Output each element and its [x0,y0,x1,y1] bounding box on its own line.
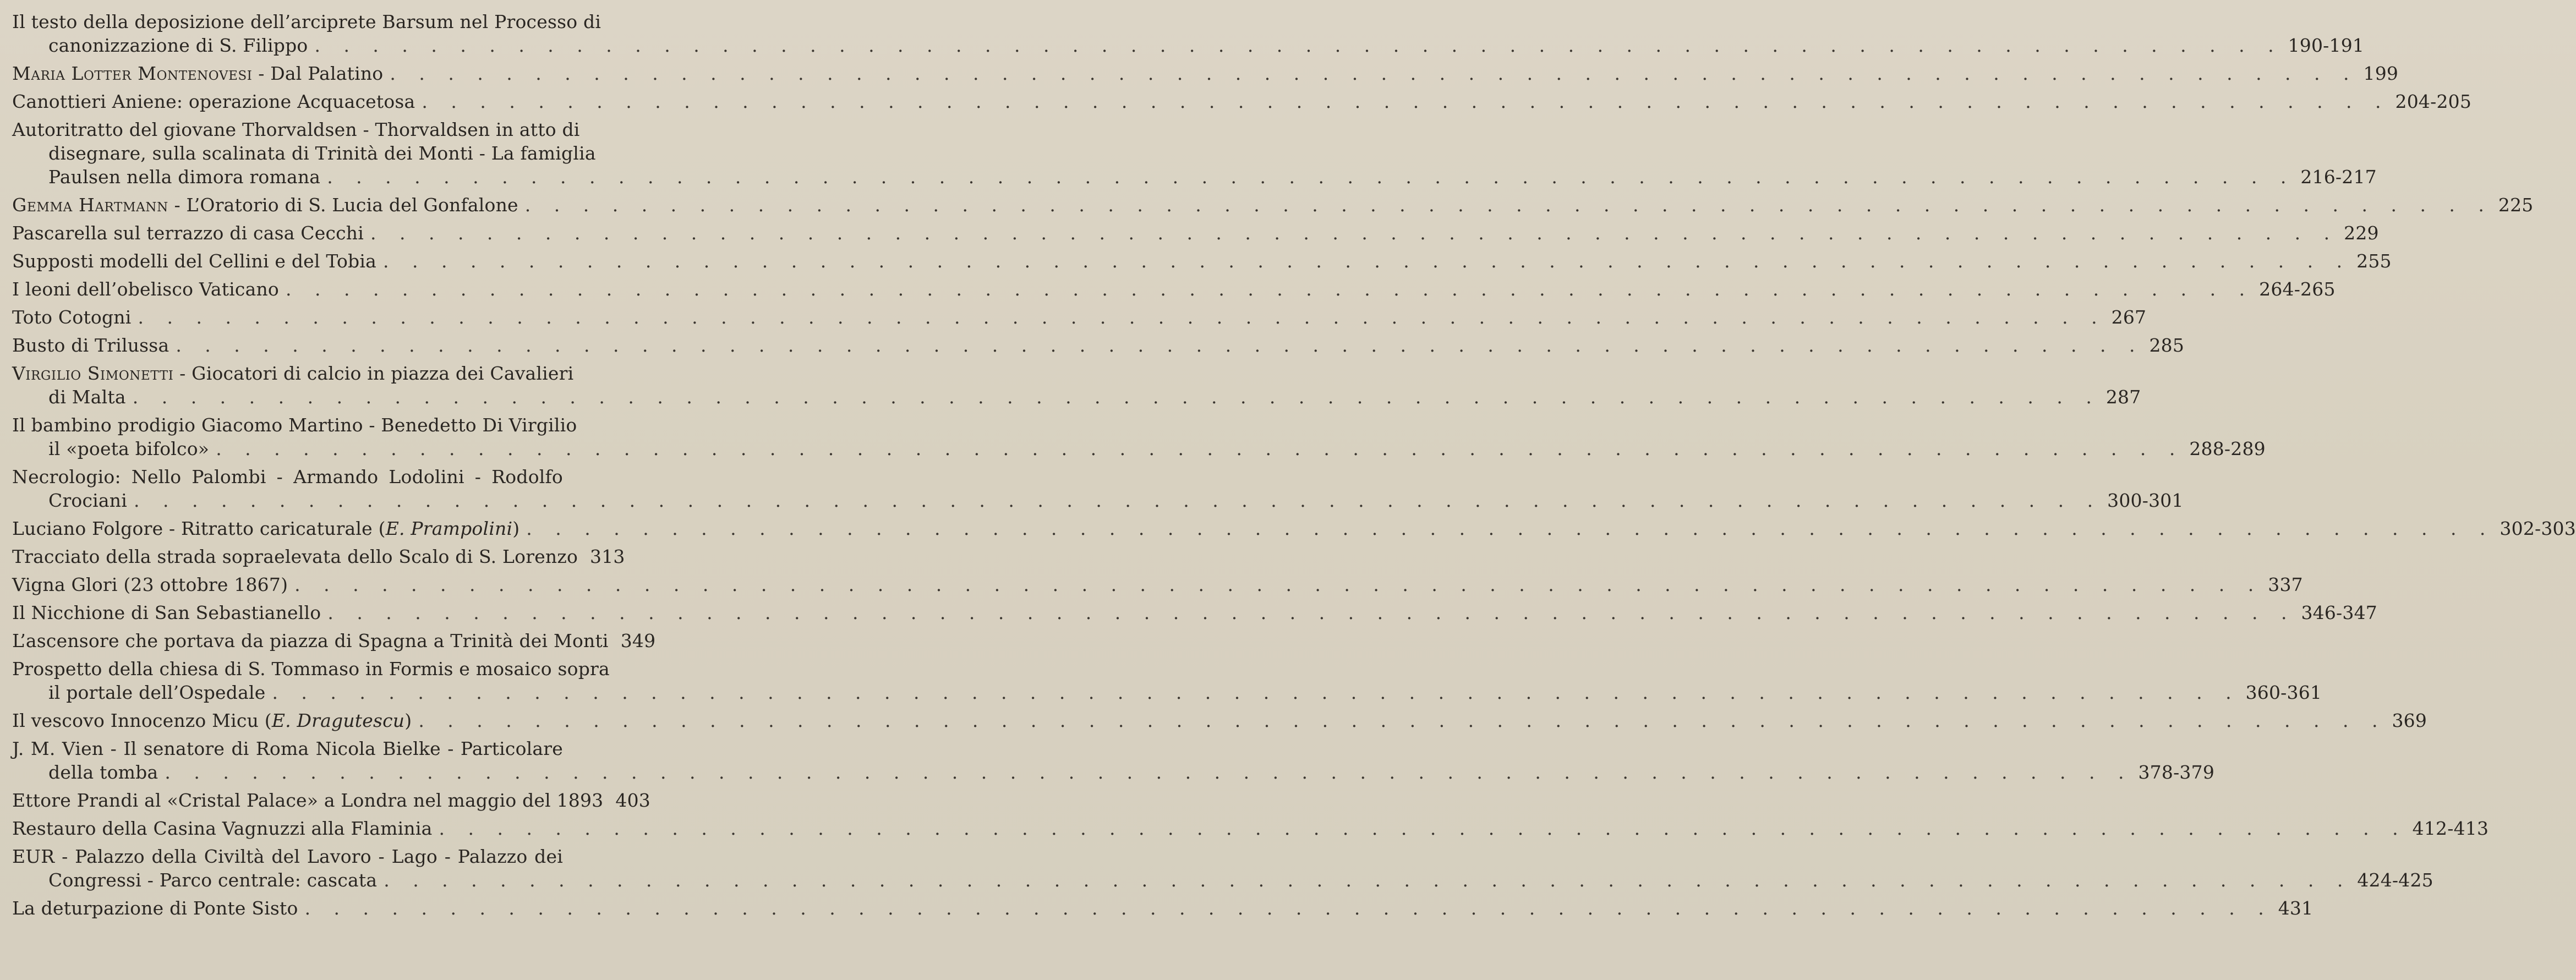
dot-leaders [327,601,2295,625]
entry-line [12,193,2534,217]
entry-line [12,249,2392,273]
dot-leaders [286,277,2254,301]
entry-title: Restauro della Casina Vagnuzzi alla Flaminia [12,818,433,839]
page-number: 285 [2149,335,2185,356]
entry-line [12,221,2379,245]
index-entry [12,277,2336,301]
page-number: 412-413 [2412,818,2489,839]
entry-title: Canottieri Aniene: operazione Acquacetosa [12,91,415,112]
page-number: 424-425 [2357,869,2433,891]
page-number: 302-303 [2500,518,2576,539]
entry-line [12,489,2184,512]
index-entry [12,896,2314,920]
entry-line [12,62,2399,85]
dot-leaders [176,333,2143,357]
entry-title [12,193,518,217]
dot-leaders [134,489,2102,512]
entry-title-close: ) [512,518,520,539]
page-number: 349 [620,630,656,651]
page-number: 337 [2268,574,2303,595]
dot-leaders [525,193,2493,217]
entry-author: Maria Lotter Montenovesi [12,63,253,84]
entry-line [12,437,2266,461]
entry-title: Crociani [48,490,128,511]
entry-title: canonizzazione di S. Filippo [48,35,308,56]
index-entry [12,118,2377,189]
dot-leaders [216,437,2184,461]
entry-artist: E. Dragutescu [271,710,405,731]
entry-line: Il bambino prodigio Giacomo Martino - Benedetto Di Virgilio [12,414,577,436]
entry-title: Ettore Prandi al «Cristal Palace» a Londra nel maggio del 1893 [12,790,604,811]
page-number: 229 [2344,222,2379,244]
entry-line: Autoritratto del giovane Thorvaldsen - Thorvaldsen in atto di [12,119,580,140]
index-entry [12,657,2322,704]
entry-title: della tomba [48,762,158,783]
index-entry [12,845,2433,892]
entry-title-text: Il vescovo Innocenzo Micu ( [12,710,272,731]
entry-line [12,868,2433,892]
entry-title: La deturpazione di Ponte Sisto [12,897,298,919]
dot-leaders [383,249,2351,273]
dot-leaders [370,221,2338,245]
entry-title-text: Luciano Folgore - Ritratto caricaturale ( [12,518,386,539]
index-entry [12,221,2379,245]
entry-line: EUR - Palazzo della Civiltà del Lavoro - Lago - Palazzo dei [12,846,563,867]
entry-title: Paulsen nella dimora romana [48,166,321,188]
page-number: 199 [2363,63,2399,84]
page-number: 204-205 [2395,91,2472,112]
index-entry [12,362,2141,409]
index-entry [12,193,2534,217]
page-number: 216-217 [2300,166,2377,188]
dot-leaders [384,868,2351,892]
page-number: 360-361 [2245,682,2322,703]
index-entry [12,249,2392,273]
entry-title: Congressi - Parco centrale: cascata [48,869,378,891]
page-number: 369 [2392,710,2427,731]
page-number: 287 [2105,386,2141,408]
entry-line: Prospetto della chiesa di S. Tommaso in Formis e mosaico sopra [12,658,610,680]
entry-line [12,165,2377,189]
entry-line [12,385,2141,409]
entry-line [12,896,2314,920]
index-entry [12,573,2303,596]
page-number: 264-265 [2259,278,2336,300]
page-number: 190-191 [2288,35,2365,56]
dot-leaders [327,165,2295,189]
entry-line [12,333,2185,357]
entry-title: I leoni dell’obelisco Vaticano [12,278,279,300]
index-entry [12,709,2427,732]
dot-leaders [165,760,2132,784]
dot-leaders [439,817,2407,840]
entry-line [12,90,2472,113]
entry-line [12,709,2427,732]
index-entry [12,465,2184,512]
entry-author: Virgilio Simonetti [12,363,174,384]
entry-title: Toto Cotogni [12,306,132,328]
index-entry [12,333,2185,357]
entry-line: J. M. Vien - Il senatore di Roma Nicola Bielke - Particolare [12,738,563,759]
entry-title-text: - Dal Palatino [252,63,384,84]
entry-artist: E. Prampolini [385,518,513,539]
entry-line [12,817,2489,840]
index-entry [12,789,650,812]
index-entry [12,545,625,568]
index-entry [12,737,2215,784]
index-entry [12,601,2377,625]
page-number: 267 [2111,306,2147,328]
dot-leaders [272,681,2240,704]
page-number: 300-301 [2107,490,2184,511]
entry-title: Il Nicchione di San Sebastianello [12,602,321,623]
entry-line [12,573,2303,596]
entry-line [12,277,2336,301]
entry-title: Vigna Glori (23 ottobre 1867) [12,574,288,595]
dot-leaders [390,62,2358,85]
index-entry [12,517,2576,540]
page-number: 313 [590,546,625,567]
entry-line [12,517,2576,540]
entry-title: Supposti modelli del Cellini e del Tobia [12,250,377,272]
dot-leaders [133,385,2101,409]
entry-title [12,62,383,85]
entry-author: Gemma Hartmann [12,194,168,216]
entry-title-close: ) [404,710,412,731]
entry-line [12,362,574,385]
entry-line [12,760,2215,784]
entry-title: Busto di Trilussa [12,335,169,356]
entry-title: il portale dell’Ospedale [48,682,266,703]
entry-title-text: - L’Oratorio di S. Lucia del Gonfalone [168,194,518,216]
entry-line [12,629,656,653]
entry-line: Necrologio: Nello Palombi - Armando Lodolini - Rodolfo [12,466,563,488]
dot-leaders [294,573,2262,596]
entry-title: L’ascensore che portava da piazza di Spagna a Trinità dei Monti [12,630,609,651]
entry-title: Tracciato della strada sopraelevata dello Scalo di S. Lorenzo [12,546,578,567]
entry-line: Il testo della deposizione dell’arciprete Barsum nel Processo di [12,11,601,32]
index-entry [12,817,2489,840]
page-number: 225 [2498,194,2534,216]
entry-title: Pascarella sul terrazzo di casa Cecchi [12,222,364,244]
page-number: 431 [2278,897,2314,919]
dot-leaders [305,896,2273,920]
dot-leaders [526,517,2494,540]
entry-line [12,789,650,812]
page-number: 346-347 [2301,602,2377,623]
page-number: 288-289 [2189,438,2266,459]
index-entry [12,305,2147,329]
index-entry [12,629,656,653]
entry-line [12,305,2147,329]
dot-leaders [418,709,2386,732]
entry-line [12,601,2377,625]
index-entry [12,90,2472,113]
entry-title [12,709,412,732]
page-number: 255 [2356,250,2392,272]
entry-line: disegnare, sulla scalinata di Trinità dei Monti - La famiglia [48,143,596,164]
entry-title-text: - Giocatori di calcio in piazza dei Cavalieri [173,363,574,384]
entry-title [12,517,519,540]
index-entry [12,62,2399,85]
index-entry [12,413,2266,461]
index-entry [12,10,2365,57]
entry-title: di Malta [48,386,126,408]
entry-title: il «poeta bifolco» [48,438,210,459]
entry-line [12,681,2322,704]
dot-leaders [314,34,2282,57]
page-number: 378-379 [2138,762,2215,783]
dot-leaders [422,90,2389,113]
page-number: 403 [615,790,650,811]
dot-leaders [138,305,2106,329]
entry-line [12,545,625,568]
entry-line [12,34,2365,57]
